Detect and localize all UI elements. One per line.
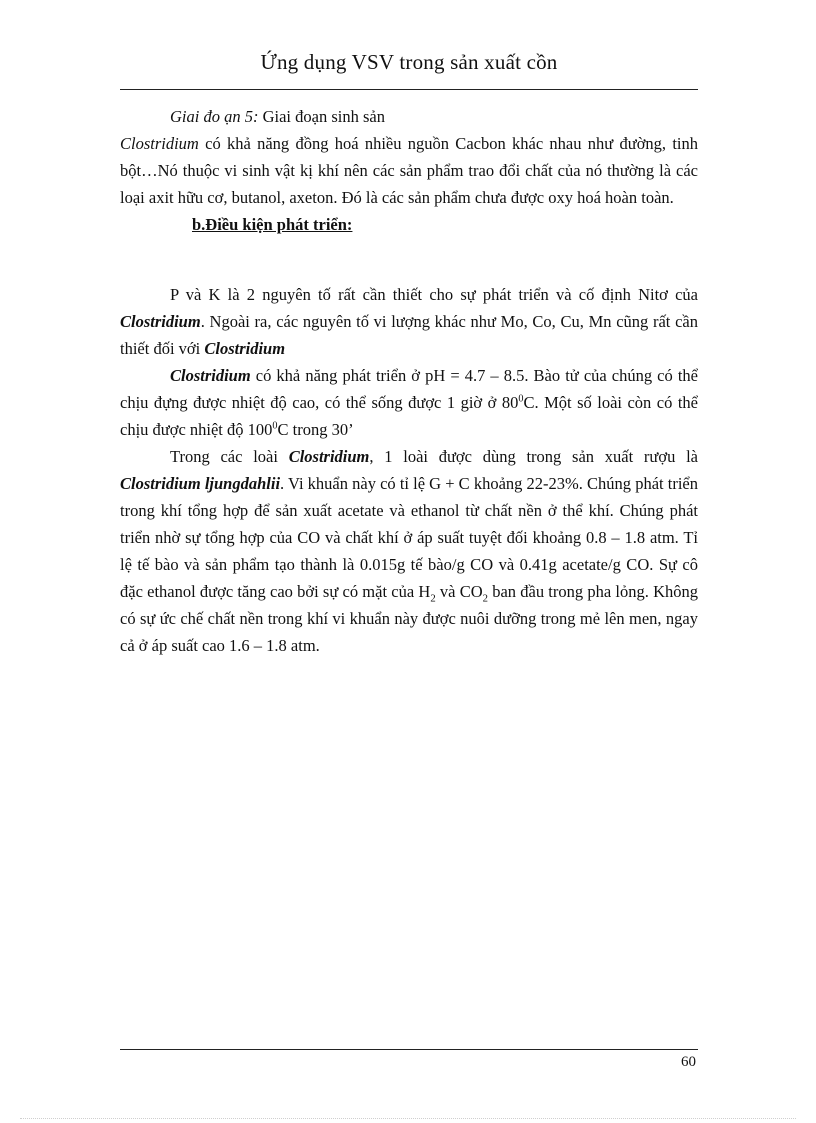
- header-divider: [120, 89, 698, 90]
- paragraph-text: có khả năng phát triển ở pH = 4.7 – 8.5. Bào tử của chúng có thể chịu đựng được nhiệt độ cao, có thể sống được 1 giờ ở 80: [120, 366, 698, 412]
- page-header-title: Ứng dụng VSV trong sản xuất cồn: [260, 50, 558, 74]
- page-number: 60: [681, 1054, 696, 1070]
- page-edge-dotted-line: [20, 1118, 796, 1119]
- subscript: 2: [482, 592, 488, 605]
- stage5-label: Giai đo ạn 5:: [170, 107, 259, 126]
- paragraph-ph-temperature: [120, 362, 698, 443]
- paragraph-text: P và K là 2 nguyên tố rất cần thiết cho sự phát triển và cố định Nitơ của: [170, 285, 698, 304]
- document-body: [120, 103, 698, 659]
- genus-name: Clostridium: [288, 447, 370, 466]
- paragraph-text: , 1 loài được dùng trong sản xuất rượu là: [369, 447, 698, 466]
- paragraph-text: và CO: [435, 582, 483, 601]
- paragraph-ljungdahlii: [120, 443, 698, 659]
- footer-divider: [120, 1049, 698, 1050]
- genus-name: Clostridium: [170, 366, 251, 385]
- genus-name: Clostridium: [120, 312, 201, 331]
- paragraph-nutrients: [120, 281, 698, 362]
- paragraph-text: . Vi khuẩn này có tỉ lệ G + C khoảng 22-23%. Chúng phát triển trong khí tổng hợp để sản xuất acetate và ethanol từ chất nền ở thể khí. Chúng phát triển nhờ sự tổng hợp của CO và chất khí ở áp suất tuyệt đối khoảng 0.8 – 1.8 atm. Tỉ lệ tế bào và sản phẩm tạo thành là 0.015g tế bào/g CO và 0.41g acetate/g CO. Sự cô đặc ethanol được tăng cao bởi sự có mặt của H: [120, 474, 698, 601]
- species-name: Clostridium ljungdahlii: [120, 474, 281, 493]
- stage5-line: [120, 103, 698, 130]
- subscript: 2: [430, 592, 436, 605]
- paragraph-text: có khả năng đồng hoá nhiều nguồn Cacbon khác nhau như đường, tinh bột…Nó thuộc vi sinh vật kị khí nên các sản phẩm trao đổi chất của nó thường là các loại axit hữu cơ, butanol, axeton. Đó là các sản phẩm chưa được oxy hoá hoàn toàn.: [120, 134, 698, 207]
- paragraph-metabolism: [120, 130, 698, 211]
- paragraph-text: C. Một số loài còn có thể chịu được nhiệt độ 100: [120, 393, 698, 439]
- genus-name: Clostridium: [120, 134, 199, 153]
- stage5-title: Giai đoạn sinh sản: [258, 107, 385, 126]
- genus-name: Clostridium: [204, 339, 286, 358]
- superscript: 0: [272, 420, 278, 432]
- superscript: 0: [518, 393, 524, 405]
- paragraph-text: . Ngoài ra, các nguyên tố vi lượng khác như Mo, Co, Cu, Mn cũng rất cần thiết đối với: [120, 312, 698, 358]
- blank-line: [120, 238, 698, 265]
- paragraph-text: C trong 30’: [277, 420, 354, 439]
- paragraph-text: Trong các loài: [170, 447, 289, 466]
- section-heading: b.Điều kiện phát triển:: [192, 215, 353, 234]
- paragraph-text: ban đầu trong pha lỏng. Không có sự ức chế chất nền trong khí vi khuẩn này được nuôi dưỡng trong mẻ lên men, ngay cả ở áp suất cao 1.6 – 1.8 atm.: [120, 582, 699, 655]
